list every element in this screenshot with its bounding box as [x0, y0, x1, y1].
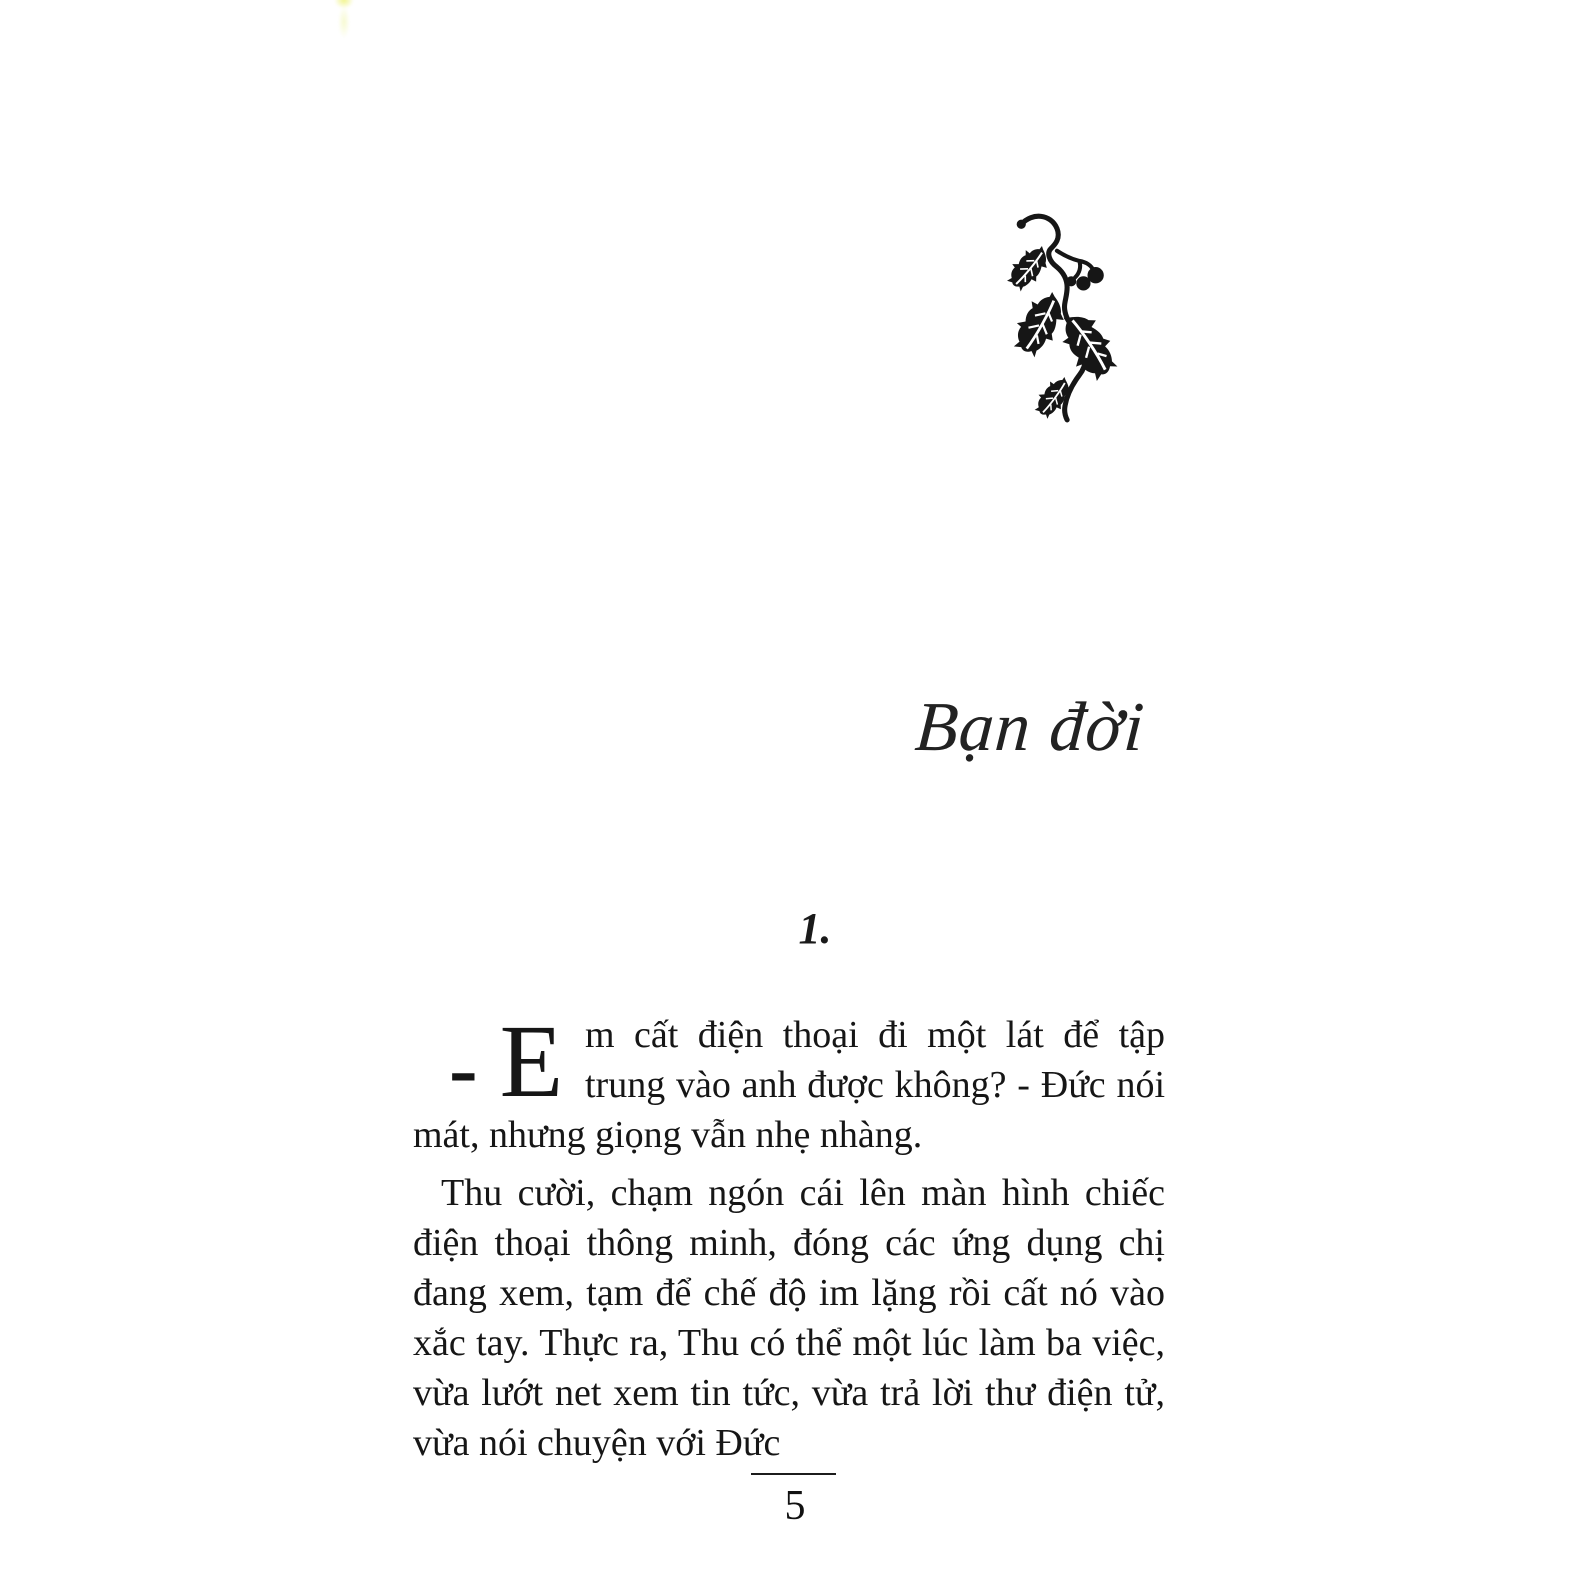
paragraph-1-text: m cất điện thoại đi một lát để tập trung vào anh được không? - Đức nói mát, nhưng giọng vẫn nhẹ nhàng.: [413, 1014, 1165, 1156]
paragraph-2-text: Thu cười, chạm ngón cái lên màn hình chiếc điện thoại thông minh, đóng các ứng dụng chị đang xem, tạm để chế độ im lặng rồi cất nó vào xắc tay. Thực ra, Thu có thể một lúc làm ba việc, vừa lướt net xem tin tức, vừa trả lời thư điện tử, vừa nói chuyện với Đức: [413, 1172, 1165, 1464]
paragraph-2: [413, 1168, 1165, 1468]
dropcap-group: - E: [449, 1004, 564, 1119]
scan-smudge: [330, 0, 358, 38]
page-number: 5: [784, 1483, 806, 1529]
dropcap-letter: E: [499, 1004, 564, 1119]
footer-rule: [751, 1473, 836, 1475]
section-number: 1.: [798, 904, 832, 953]
paragraph-1: [413, 1004, 1165, 1160]
holly-branch-icon: [1003, 210, 1119, 426]
chapter-title: Bạn đời: [912, 689, 1148, 766]
body-text: [413, 1004, 1165, 1468]
